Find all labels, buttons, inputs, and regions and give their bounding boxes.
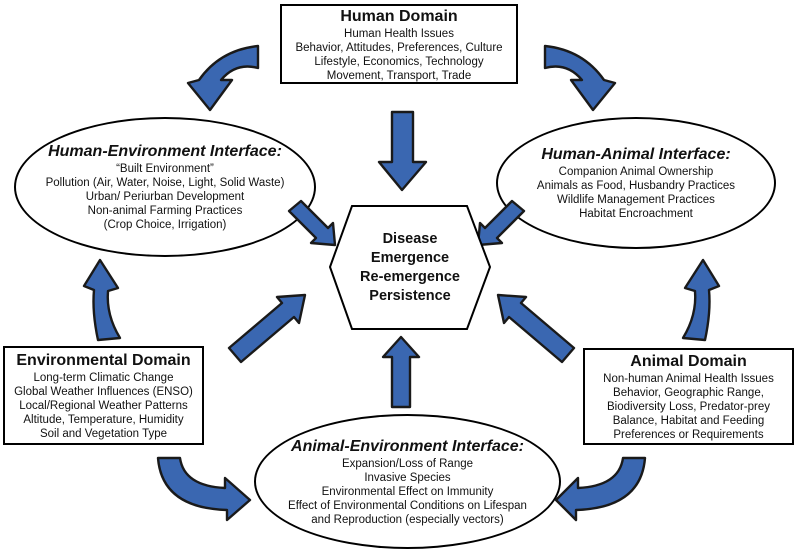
environmental-domain-title: Environmental Domain	[16, 352, 191, 369]
text-line: Disease	[382, 231, 438, 247]
arrow-animal-to-center-icon	[498, 295, 574, 362]
arrow-environmental-to-human-environment-icon	[84, 260, 120, 340]
text-line: Re-emergence	[360, 269, 460, 285]
arrow-human-to-human-environment-icon	[188, 46, 258, 110]
text-line: Urban/ Periurban Development	[85, 191, 245, 203]
text-line: Lifestyle, Economics, Technology	[314, 55, 484, 68]
arrow-animal-environment-to-center-icon	[383, 337, 419, 407]
text-line: (Crop Choice, Irrigation)	[103, 219, 227, 231]
arrow-human-to-center-icon	[379, 112, 426, 190]
text-line: Global Weather Influences (ENSO)	[14, 386, 193, 398]
human-domain-title: Human Domain	[340, 7, 458, 25]
text-line: Invasive Species	[364, 471, 451, 484]
text-line: Environmental Effect on Immunity	[321, 485, 494, 498]
arrow-human-environment-to-center-icon	[289, 201, 335, 245]
arrow-environmental-to-animal-environment-icon	[158, 458, 250, 520]
text-line: Altitude, Temperature, Humidity	[23, 414, 184, 426]
text-line: Expansion/Loss of Range	[341, 457, 474, 470]
arrow-environmental-to-center-icon	[229, 295, 305, 362]
text-line: Behavior, Attitudes, Preferences, Culture	[295, 41, 503, 54]
text-line: Emergence	[370, 250, 450, 266]
text-line: “Built Environment”	[116, 163, 214, 175]
text-line: Habitat Encroachment	[579, 208, 693, 220]
text-line: Persistence	[369, 288, 451, 304]
text-line: Human Health Issues	[344, 27, 454, 40]
arrow-animal-to-animal-environment-icon	[556, 458, 645, 520]
arrow-animal-to-human-animal-icon	[683, 260, 719, 340]
text-line: Non-animal Farming Practices	[87, 205, 243, 217]
text-line: and Reproduction (especially vectors)	[311, 513, 504, 526]
text-line: Local/Regional Weather Patterns	[19, 400, 188, 412]
animal-domain-title: Animal Domain	[630, 353, 747, 370]
text-line: Pollution (Air, Water, Noise, Light, Solid Waste)	[45, 177, 285, 189]
text-line: Behavior, Geographic Range,	[613, 387, 764, 399]
human-animal-interface-title: Human-Animal Interface:	[541, 146, 731, 163]
text-line: Balance, Habitat and Feeding	[612, 415, 765, 427]
animal-environment-interface-title: Animal-Environment Interface:	[291, 437, 524, 455]
text-line: Long-term Climatic Change	[33, 372, 174, 384]
text-line: Non-human Animal Health Issues	[603, 373, 774, 385]
text-line: Movement, Transport, Trade	[326, 69, 472, 82]
center-hexagon-text	[335, 212, 485, 324]
arrow-human-to-human-animal-icon	[545, 46, 615, 110]
text-line: Animals as Food, Husbandry Practices	[536, 180, 736, 192]
text-line: Preferences or Requirements	[613, 429, 764, 441]
text-line: Companion Animal Ownership	[558, 166, 714, 178]
text-line: Biodiversity Loss, Predator-prey	[607, 401, 770, 413]
text-line: Wildlife Management Practices	[557, 194, 715, 206]
text-line: Effect of Environmental Conditions on Lifespan	[288, 499, 527, 512]
human-environment-interface-title: Human-Environment Interface:	[48, 143, 282, 160]
text-line: Soil and Vegetation Type	[39, 428, 167, 440]
